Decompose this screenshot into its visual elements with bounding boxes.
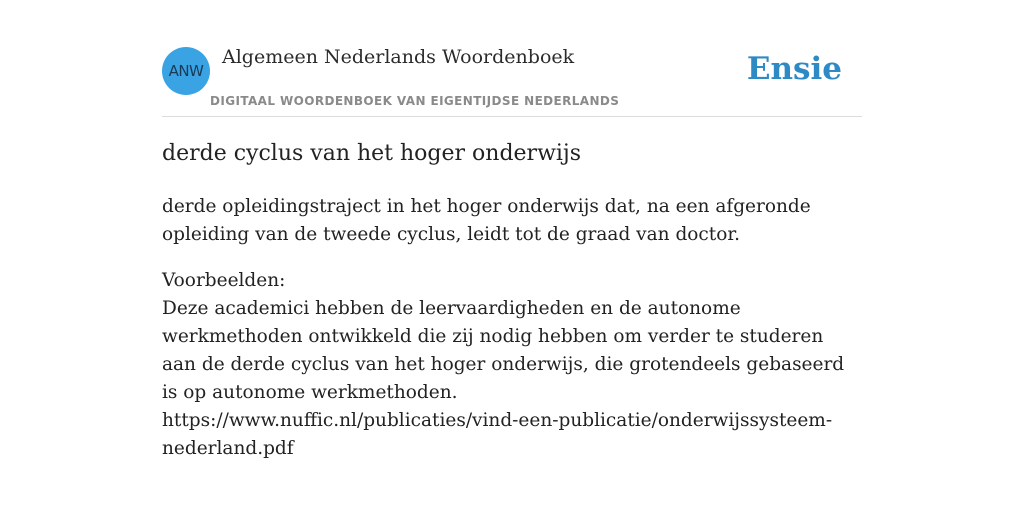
anw-logo[interactable]: [162, 47, 210, 95]
page: [162, 0, 862, 512]
logo-text: ANW: [168, 62, 204, 80]
entry-headword: derde cyclus van het hoger onderwijs: [162, 141, 582, 166]
entry-definition: derde opleidingstraject in het hoger onderwijs dat, na een afgeronde opleiding van de tweede cyclus, leidt tot de graad van doctor.: [162, 196, 811, 245]
example-source: https://www.nuffic.nl/publicaties/vind-een-publicatie/onderwijssysteem-nederland.pdf: [162, 410, 833, 459]
ensie-brand-link[interactable]: Ensie: [746, 51, 842, 87]
site-subtitle: DIGITAAL WOORDENBOEK VAN EIGENTIJDSE NEDERLANDS: [210, 94, 620, 108]
examples-section: [162, 267, 862, 463]
site-title[interactable]: Algemeen Nederlands Woordenboek: [222, 46, 575, 68]
example-text: Deze academici hebben de leervaardigheden en de autonome werkmethoden ontwikkeld die zij nodig hebben om verder te studeren aan de derde cyclus van het hoger onderwijs, die grotendeels gebaseerd is op autonome werkmethoden.: [162, 298, 845, 403]
examples-label: Voorbeelden:: [162, 270, 286, 291]
site-header: [162, 0, 862, 117]
